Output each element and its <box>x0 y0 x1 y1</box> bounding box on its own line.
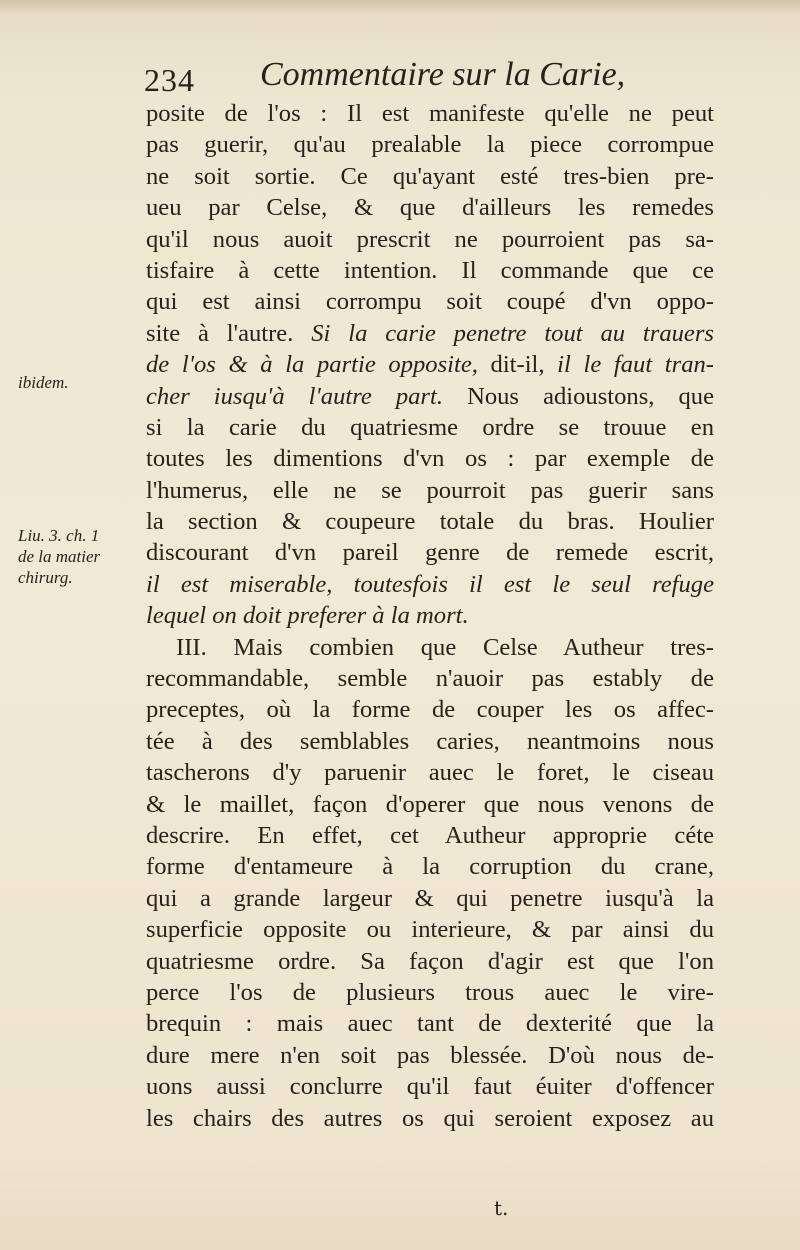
roman-text: tisfaire à cette intention. Il commande que ce <box>146 256 714 284</box>
text-line <box>146 569 714 600</box>
roman-text: dit-il, <box>490 351 545 379</box>
text-line <box>146 443 714 474</box>
roman-text: site à l'autre. <box>146 319 294 347</box>
roman-text: brequin : mais auec tant de dexterité que la <box>146 1010 714 1038</box>
italic-text: il est miserable, toutesfois il est le seul refuge <box>146 570 714 598</box>
text-line <box>146 537 714 568</box>
text-line <box>146 914 714 945</box>
margin-note-citation <box>18 525 138 588</box>
roman-text: uons aussi conclurre qu'il faut éuiter d'offencer <box>146 1073 714 1101</box>
roman-text: & le maillet, façon d'operer que nous venons de <box>146 790 714 818</box>
text-line <box>146 129 714 160</box>
text-line <box>146 600 714 631</box>
roman-text: toutes les dimentions d'vn os : par exemple de <box>146 445 714 473</box>
roman-text: qu'il nous auoit prescrit ne pourroient pas sa- <box>146 225 714 253</box>
text-line <box>146 349 714 380</box>
text-line <box>146 506 714 537</box>
text-line <box>146 412 714 443</box>
text-line <box>146 851 714 882</box>
text-line <box>146 694 714 725</box>
roman-text: tée à des semblables caries, neantmoins nous <box>146 727 714 755</box>
italic-text: de l'os & à la partie opposite, <box>146 351 478 379</box>
margin-note-ibidem <box>18 372 138 393</box>
roman-text: si la carie du quatriesme ordre se trouue en <box>146 413 714 441</box>
text-line <box>146 1071 714 1102</box>
roman-text: ueu par Celse, & que d'ailleurs les remedes <box>146 194 714 222</box>
text-line <box>146 192 714 223</box>
text-line <box>146 286 714 317</box>
text-line <box>146 224 714 255</box>
roman-text: pas guerir, qu'au prealable la piece corrompue <box>146 131 714 159</box>
text-line <box>146 977 714 1008</box>
page-number: 234 <box>144 62 195 98</box>
roman-text: dure mere n'en soit pas blessée. D'où nous de- <box>146 1041 714 1069</box>
margin-note-line: de la matier <box>18 547 101 566</box>
roman-text: descrire. En effet, cet Autheur approprie céte <box>146 821 714 849</box>
text-line <box>146 475 714 506</box>
page-top-edge <box>0 0 800 14</box>
roman-text: Nous adioustons, que <box>467 382 714 410</box>
roman-text: recommandable, semble n'auoir pas estably de <box>146 665 714 693</box>
margin-note-line: Liu. 3. ch. 1 <box>18 526 100 545</box>
text-line <box>146 632 714 663</box>
roman-text: la section & coupeure totale du bras. Houlier <box>146 508 714 536</box>
roman-text: preceptes, où la forme de couper les os affec- <box>146 696 714 724</box>
text-line <box>146 757 714 788</box>
body-text <box>146 98 714 1134</box>
italic-text: Si la carie penetre tout au trauers <box>311 319 714 347</box>
text-line <box>146 663 714 694</box>
roman-text: III. Mais combien que Celse Autheur tres- <box>176 633 714 661</box>
margin-note-line: ibidem. <box>18 373 69 392</box>
margin-note-line: chirurg. <box>18 568 73 587</box>
roman-text: qui est ainsi corrompu soit coupé d'vn oppo- <box>146 288 714 316</box>
italic-text: cher iusqu'à l'autre part. <box>146 382 443 410</box>
running-head <box>142 52 642 100</box>
italic-text: il le faut tran- <box>557 351 714 379</box>
roman-text: les chairs des autres os qui seroient exposez au <box>146 1104 714 1132</box>
roman-text: superficie opposite ou interieure, & par ainsi du <box>146 916 714 944</box>
roman-text: qui a grande largeur & qui penetre iusqu'à la <box>146 884 714 912</box>
text-line <box>146 98 714 129</box>
signature-mark: t. <box>494 1196 509 1220</box>
roman-text: posite de l'os : Il est manifeste qu'elle ne peut <box>146 100 714 127</box>
roman-text: perce l'os de plusieurs trous auec le vire- <box>146 978 714 1006</box>
text-line <box>146 946 714 977</box>
roman-text: forme d'entameure à la corruption du crane, <box>146 853 714 881</box>
roman-text: quatriesme ordre. Sa façon d'agir est que l'on <box>146 947 714 975</box>
roman-text: discourant d'vn pareil genre de remede escrit, <box>146 539 714 567</box>
roman-text: l'humerus, elle ne se pourroit pas guerir sans <box>146 476 714 504</box>
text-line <box>146 820 714 851</box>
roman-text: tascherons d'y paruenir auec le foret, le ciseau <box>146 759 714 787</box>
text-line <box>146 1008 714 1039</box>
text-line <box>146 726 714 757</box>
text-line <box>146 318 714 349</box>
text-line <box>146 883 714 914</box>
text-line <box>146 381 714 412</box>
text-line <box>146 1103 714 1134</box>
italic-text: lequel on doit preferer à la mort. <box>146 602 469 630</box>
running-title: Commentaire sur la Carie, <box>260 56 626 93</box>
text-line <box>146 1040 714 1071</box>
text-line <box>146 789 714 820</box>
text-line <box>146 255 714 286</box>
roman-text: ne soit sortie. Ce qu'ayant esté tres-bien pre- <box>146 162 714 190</box>
text-line <box>146 161 714 192</box>
